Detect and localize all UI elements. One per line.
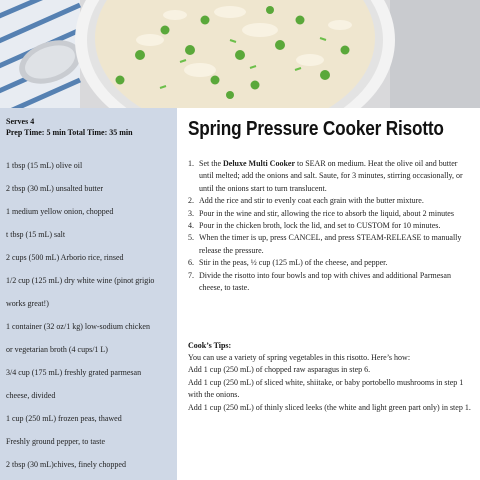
step-item — [186, 270, 470, 295]
step-item — [186, 232, 470, 257]
ingredient-item: t tbsp (15 mL) salt — [6, 230, 66, 239]
step-item — [186, 158, 470, 195]
ingredient-item: 2 cups (500 mL) Arborio rice, rinsed — [6, 253, 124, 262]
tip-text: Add 1 cup (250 mL) of sliced white, shiitake, or baby portobello mushrooms in step 1 with the onions. — [188, 377, 464, 400]
step-number: 7. — [188, 270, 194, 280]
ingredient-item: 1 tbsp (15 mL) olive oil — [6, 161, 83, 170]
ingredient-item: Freshly ground pepper, to taste — [6, 437, 105, 446]
step-number: 1. — [188, 159, 194, 168]
tip-text: You can use a variety of spring vegetables in this risotto. Here’s how: — [188, 353, 411, 362]
step-text: Pour in the wine and stir, allowing the rice to absorb the liquid, about 2 minutes — [199, 208, 454, 218]
step-text: Set the — [199, 159, 223, 168]
step-number: 3. — [188, 208, 194, 218]
ingredient-item: works great!) — [6, 299, 49, 308]
cooks-tips-heading: Cook’s Tips: — [188, 341, 232, 350]
ingredient-item: 1/2 cup (125 mL) dry white wine (pinot grigio — [6, 276, 155, 285]
tip-text: Add 1 cup (250 mL) of thinly sliced leeks (the white and light green part only) in step 1. — [188, 402, 471, 412]
ingredients-panel — [0, 108, 177, 480]
ingredient-item: 1 container (32 oz/1 kg) low-sodium chicken — [6, 322, 150, 331]
ingredient-item: 1 cup (250 mL) frozen peas, thawed — [6, 414, 122, 423]
step-item — [186, 208, 470, 220]
risotto-bowl-image — [0, 0, 480, 108]
ingredient-item: 1 medium yellow onion, chopped — [6, 207, 114, 216]
step-number: 6. — [188, 258, 194, 268]
recipe-title: Spring Pressure Cooker Risotto — [188, 118, 444, 140]
step-text: Add the rice and stir to evenly coat each grain with the butter mixture. — [199, 196, 424, 206]
step-text: to SEAR on medium. Heat the olive oil and butter until melted; add the onions and salt. Saute, for 3 minutes, stirring occasionally, or until the onions start to turn translucent. — [199, 159, 463, 193]
ingredient-item: or vegetarian broth (4 cups/1 L) — [6, 345, 108, 354]
cooks-tips — [188, 352, 472, 414]
ingredient-item: cheese, divided — [6, 391, 56, 400]
ingredient-item: 2 tbsp (30 mL) unsalted butter — [6, 184, 104, 193]
step-item — [186, 220, 470, 232]
step-text: Divide the risotto into four bowls and top with chives and additional Parmesan cheese, to taste. — [199, 270, 451, 293]
step-text: When the timer is up, press CANCEL, and press STEAM-RELEASE to manually release the pressure. — [199, 233, 462, 255]
step-text: Stir in the peas, ½ cup (125 mL) of the cheese, and pepper. — [199, 258, 388, 268]
instruction-steps — [186, 158, 470, 294]
prep-time-label: Prep Time: 5 min Total Time: 35 min — [6, 128, 133, 137]
step-number: 2. — [188, 196, 194, 206]
serves-label: Serves 4 — [6, 117, 35, 126]
ingredient-list — [6, 154, 171, 476]
step-item — [186, 195, 470, 207]
hero-photo — [0, 0, 480, 108]
step-text: Pour in the chicken broth, lock the lid, and set to CUSTOM for 10 minutes. — [199, 221, 441, 231]
ingredient-item: 3/4 cup (175 mL) freshly grated parmesan — [6, 368, 142, 377]
step-item — [186, 257, 470, 269]
product-name: Deluxe Multi Cooker — [223, 159, 295, 168]
step-number: 5. — [188, 233, 194, 243]
step-number: 4. — [188, 221, 194, 231]
tip-text: Add 1 cup (250 mL) of chopped raw asparagus in step 6. — [188, 365, 371, 375]
ingredient-item: 2 tbsp (30 mL)chives, finely chopped — [6, 460, 126, 469]
